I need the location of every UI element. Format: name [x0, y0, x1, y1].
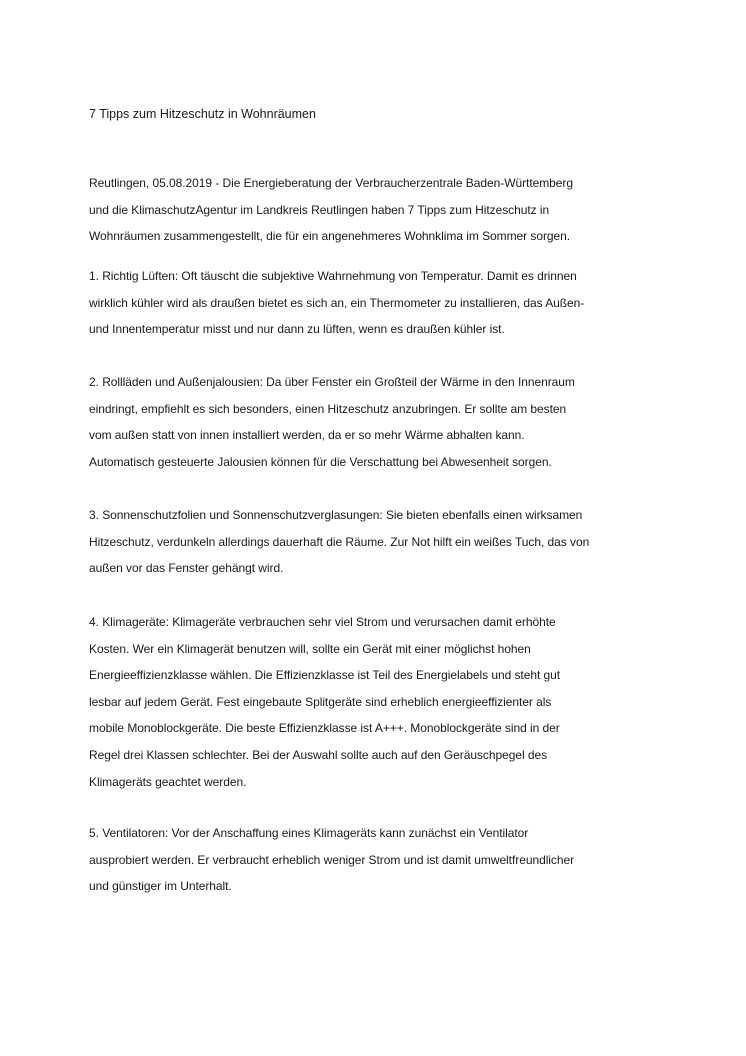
- document-title: 7 Tipps zum Hitzeschutz in Wohnräumen: [89, 107, 316, 121]
- intro-line: Wohnräumen zusammengestellt, die für ein angenehmeres Wohnklima im Sommer sorgen.: [89, 229, 571, 244]
- tip-line: eindringt, empfiehlt es sich besonders, einen Hitzeschutz anzubringen. Er sollte am besten: [89, 401, 567, 416]
- tip-line: Energieeffizienzklasse wählen. Die Effizienzklasse ist Teil des Energielabels und steht gut: [89, 668, 561, 683]
- tip-paragraph-2: [89, 369, 669, 475]
- tip-line: und Innentemperatur misst und nur dann zu lüften, wenn es draußen kühler ist.: [89, 322, 505, 337]
- tip-line: 2. Rollläden und Außenjalousien: Da über Fenster ein Großteil der Wärme in den Innenraum: [89, 375, 575, 389]
- tip-line: Kosten. Wer ein Klimagerät benutzen will, sollte ein Gerät mit einer möglichst hohen: [89, 641, 531, 656]
- tip-line: wirklich kühler wird als draußen bietet es sich an, ein Thermometer zu installieren, das Außen-: [89, 295, 585, 310]
- tip-line: ausprobiert werden. Er verbraucht erheblich weniger Strom und ist damit umweltfreundlicher: [89, 852, 575, 867]
- tip-line: 1. Richtig Lüften: Oft täuscht die subjektive Wahrnehmung von Temperatur. Damit es drinnen: [89, 269, 577, 283]
- tip-paragraph-4: [89, 609, 669, 795]
- tip-line: und günstiger im Unterhalt.: [89, 879, 232, 894]
- tip-paragraph-1: [89, 263, 669, 343]
- intro-line: Reutlingen, 05.08.2019 - Die Energieberatung der Verbraucherzentrale Baden-Württemberg: [89, 176, 573, 190]
- tip-line: Regel drei Klassen schlechter. Bei der Auswahl sollte auch auf den Geräuschpegel des: [89, 747, 548, 762]
- intro-paragraph: [89, 170, 669, 250]
- tip-line: vom außen statt von innen installiert werden, da er so mehr Wärme abhalten kann.: [89, 428, 525, 443]
- tip-line: Hitzeschutz, verdunkeln allerdings dauerhaft die Räume. Zur Not hilft ein weißes Tuch, das von: [89, 534, 590, 549]
- tip-line: 4. Klimageräte: Klimageräte verbrauchen sehr viel Strom und verursachen damit erhöhte: [89, 615, 556, 629]
- tip-line: außen vor das Fenster gehängt wird.: [89, 561, 284, 576]
- intro-line: und die KlimaschutzAgentur im Landkreis Reutlingen haben 7 Tipps zum Hitzeschutz in: [89, 202, 550, 217]
- tip-paragraph-3: [89, 502, 669, 582]
- tip-line: 3. Sonnenschutzfolien und Sonnenschutzverglasungen: Sie bieten ebenfalls einen wirksamen: [89, 508, 583, 522]
- tip-line: Klimageräts geachtet werden.: [89, 774, 247, 789]
- tip-line: Automatisch gesteuerte Jalousien können für die Verschattung bei Abwesenheit sorgen.: [89, 454, 552, 469]
- tip-paragraph-5: [89, 820, 669, 900]
- tip-line: mobile Monoblockgeräte. Die beste Effizienzklasse ist A+++. Monoblockgeräte sind in der: [89, 721, 560, 736]
- tip-line: lesbar auf jedem Gerät. Fest eingebaute Splitgeräte sind erheblich energieeffizienter als: [89, 694, 552, 709]
- tip-line: 5. Ventilatoren: Vor der Anschaffung eines Klimageräts kann zunächst ein Ventilator: [89, 826, 529, 840]
